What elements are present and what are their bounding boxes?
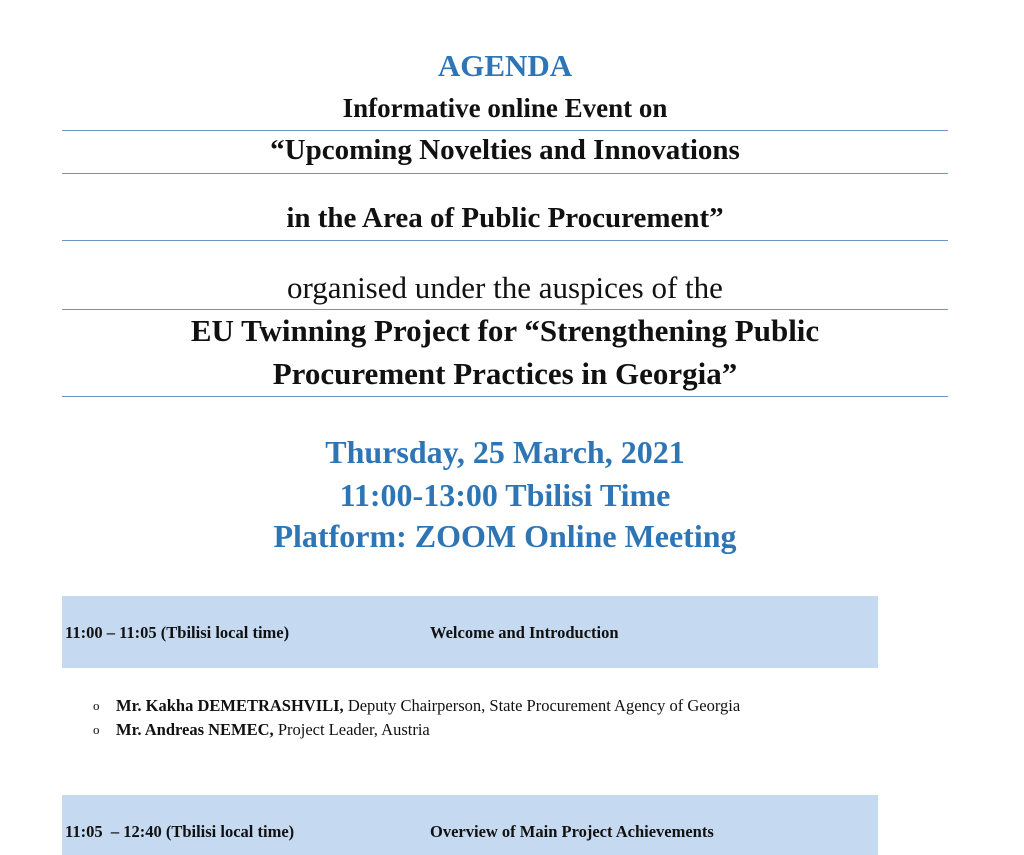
bullet-icon: o (93, 722, 100, 737)
session-time: 11:05 – 12:40 (Tbilisi local time) (65, 822, 295, 841)
divider-rule (62, 309, 948, 310)
event-platform: Platform: ZOOM Online Meeting (273, 518, 737, 554)
event-date: Thursday, 25 March, 2021 (325, 434, 685, 470)
bullet-icon: o (93, 698, 100, 713)
session-time: 11:00 – 11:05 (Tbilisi local time) (65, 623, 290, 642)
speaker-name: Mr. Kakha DEMETRASHVILI, (116, 696, 344, 715)
project-title-line-1: EU Twinning Project for “Strengthening Public (190, 313, 820, 348)
auspices-line: organised under the auspices of the (287, 270, 723, 305)
session-row (62, 596, 878, 668)
event-line: Informative online Event on (342, 93, 668, 123)
agenda-heading: AGENDA (437, 48, 573, 83)
event-title-line-2: in the Area of Public Procurement” (286, 202, 724, 234)
event-title-line-1: “Upcoming Novelties and Innovations (270, 134, 740, 166)
speaker-role: Project Leader, Austria (273, 720, 430, 739)
speaker-role: Deputy Chairperson, State Procurement Agency of Georgia (343, 696, 741, 715)
divider-rule (62, 173, 948, 174)
session-topic: Overview of Main Project Achievements (430, 822, 714, 841)
speaker-item (93, 718, 853, 742)
session-topic: Welcome and Introduction (430, 623, 619, 642)
speaker-name: Mr. Andreas NEMEC, (116, 720, 274, 739)
speaker-list (93, 694, 853, 742)
event-time: 11:00-13:00 Tbilisi Time (339, 477, 671, 513)
divider-rule (62, 396, 948, 397)
project-title-line-2: Procurement Practices in Georgia” (272, 356, 738, 391)
session-row (62, 795, 878, 855)
divider-rule (62, 240, 948, 241)
divider-rule (62, 130, 948, 131)
speaker-item (93, 694, 853, 718)
